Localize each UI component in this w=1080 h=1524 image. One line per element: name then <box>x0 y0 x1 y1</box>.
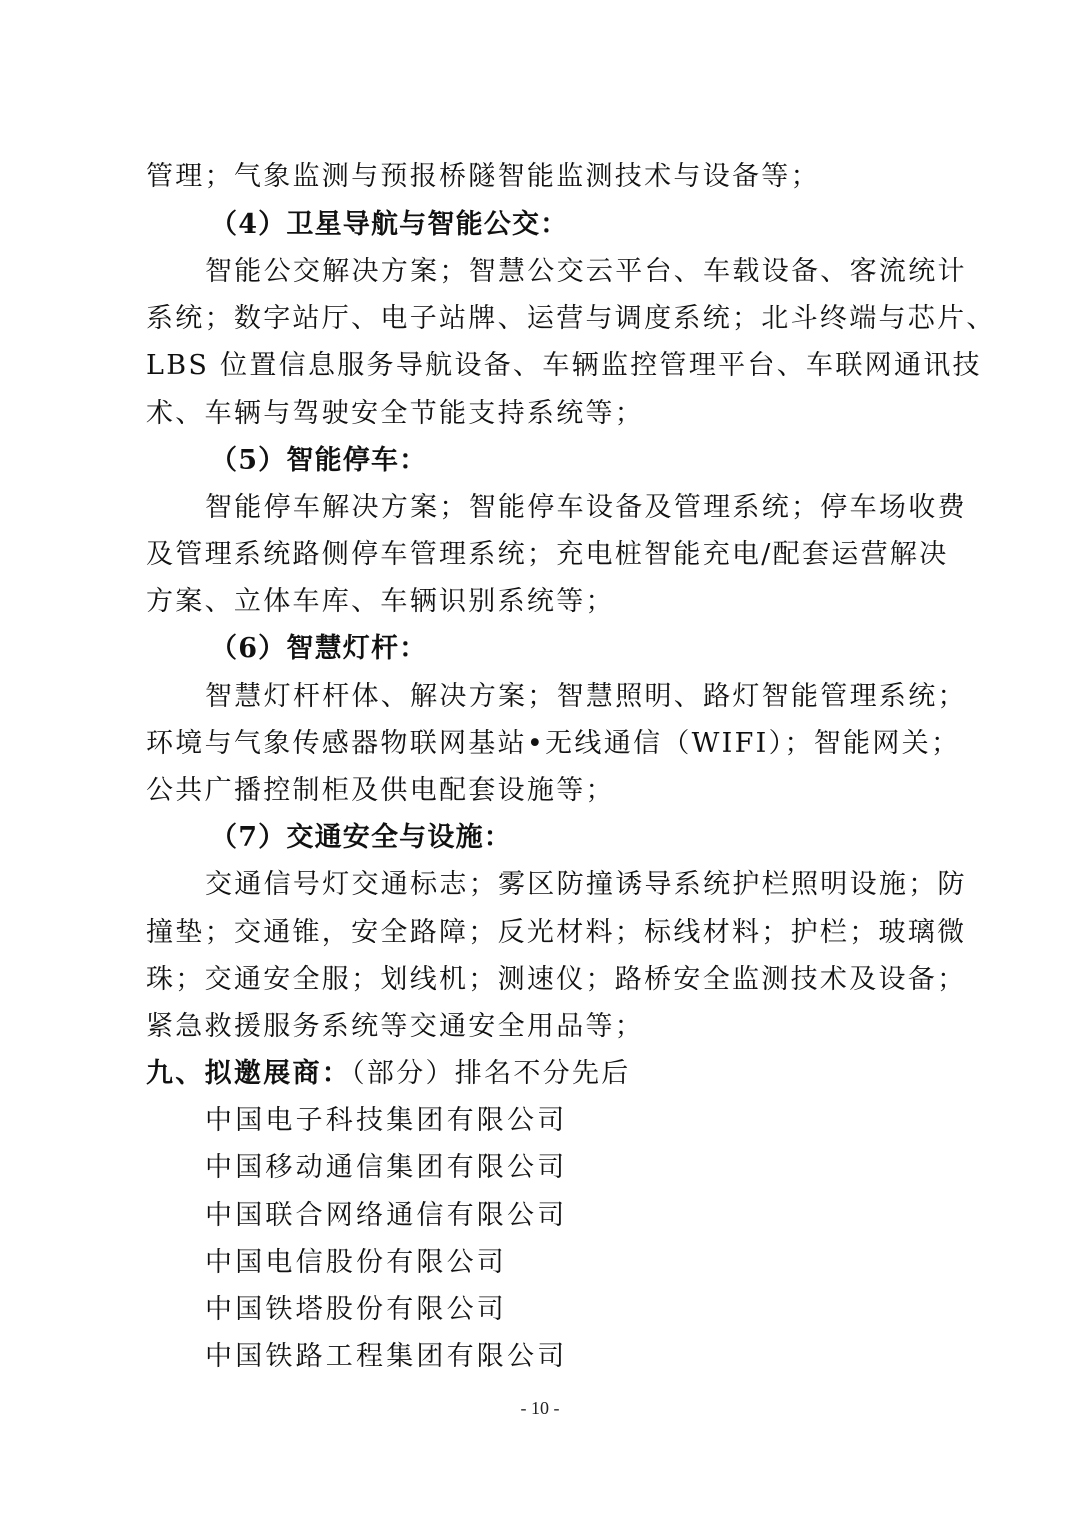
paragraph-line: 系统；数字站厅、电子站牌、运营与调度系统；北斗终端与芯片、 <box>146 303 996 334</box>
page-number: - 10 - <box>520 1398 560 1418</box>
paragraph-line: 紧急救援服务系统等交通安全用品等； <box>146 1011 645 1042</box>
paragraph-line: 智能停车解决方案；智能停车设备及管理系统；停车场收费 <box>205 492 967 523</box>
paragraph-line: 方案、立体车库、车辆识别系统等； <box>146 586 615 617</box>
paragraph-line: 交通信号灯交通标志；雾区防撞诱导系统护栏照明设施；防 <box>205 869 967 900</box>
paragraph-line: 智慧灯杆杆体、解决方案；智慧照明、路灯智能管理系统； <box>205 681 967 712</box>
paragraph-line: 及管理系统路侧停车管理系统；充电桩智能充电/配套运营解决 <box>146 539 949 570</box>
paragraph-line: 公共广播控制柜及供电配套设施等； <box>146 775 615 806</box>
section-heading-7: （7）交通安全与设施： <box>210 822 512 853</box>
company-item: 中国联合网络通信有限公司 <box>205 1200 568 1231</box>
section-heading-5: （5）智能停车： <box>210 445 428 476</box>
section-heading-9-label: 九、拟邀展商： <box>146 1058 352 1089</box>
paragraph-line: 管理；气象监测与预报桥隧智能监测技术与设备等； <box>146 161 820 192</box>
paragraph-line: 撞垫；交通锥，安全路障；反光材料；标线材料；护栏；玻璃微 <box>146 917 967 948</box>
paragraph-line: 术、车辆与驾驶安全节能支持系统等； <box>146 398 645 429</box>
paragraph-line: LBS 位置信息服务导航设备、车辆监控管理平台、车联网通讯技 <box>146 350 982 381</box>
section-heading-6: （6）智慧灯杆： <box>210 633 428 664</box>
section-heading-9 <box>146 1054 956 1094</box>
paragraph-line: 珠；交通安全服；划线机；测速仪；路桥安全监测技术及设备； <box>146 964 967 995</box>
paragraph-line: 环境与气象传感器物联网基站•无线通信（WIFI）；智能网关； <box>146 728 961 759</box>
company-item: 中国移动通信集团有限公司 <box>205 1152 568 1183</box>
company-item: 中国电子科技集团有限公司 <box>205 1105 568 1136</box>
section-heading-4: （4）卫星导航与智能公交： <box>210 209 569 240</box>
section-heading-9-note: （部分）排名不分先后 <box>351 1058 631 1089</box>
company-item: 中国铁路工程集团有限公司 <box>205 1341 568 1372</box>
paragraph-line: 智能公交解决方案；智慧公交云平台、车载设备、客流统计 <box>205 256 967 287</box>
company-item: 中国铁塔股份有限公司 <box>205 1294 507 1325</box>
company-item: 中国电信股份有限公司 <box>205 1247 507 1278</box>
